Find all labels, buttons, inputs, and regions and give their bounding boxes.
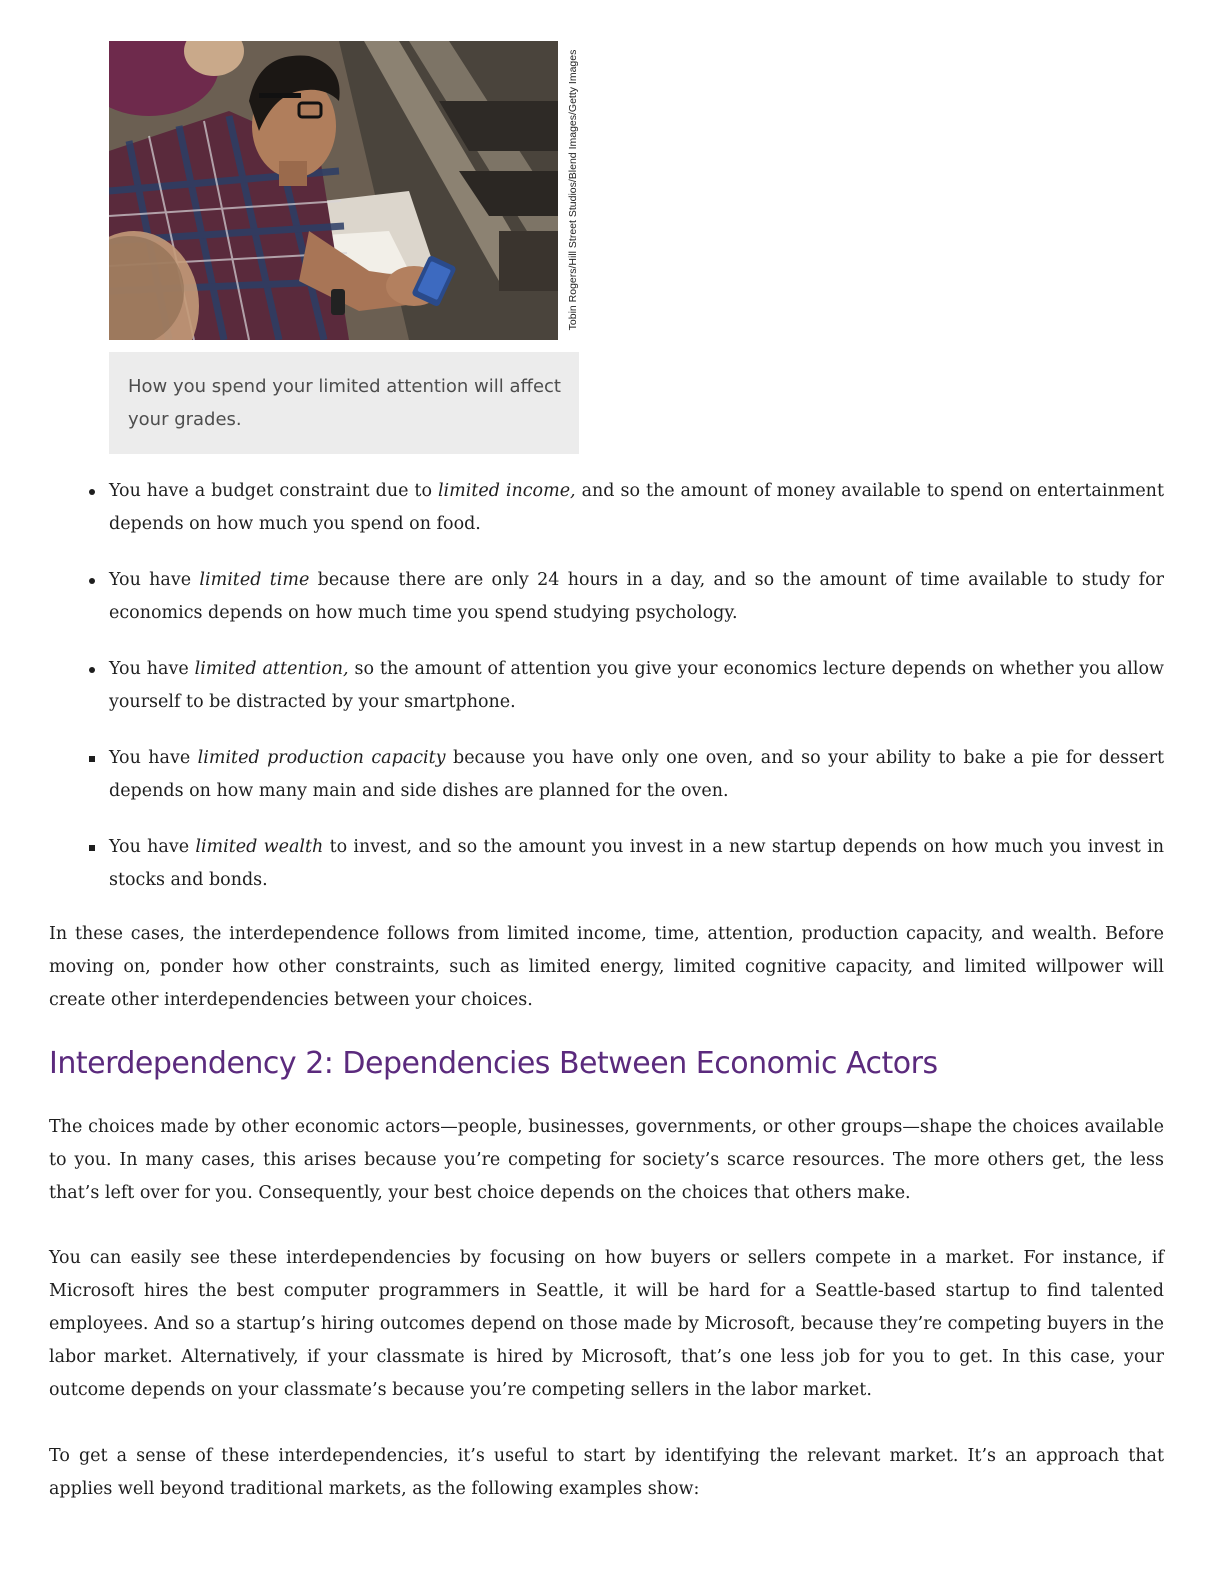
list-item: You have a budget constraint due to limited income, and so the amount of money available to spend on entertainment depends on how much you spend on food. bbox=[109, 475, 1164, 541]
list-item: You have limited wealth to invest, and so the amount you invest in a new startup depends on how much you invest in stocks and bonds. bbox=[109, 831, 1164, 897]
list-item: You have limited attention, so the amount of attention you give your economics lecture depends on whether you allow yourself to be distracted by your smartphone. bbox=[109, 653, 1164, 719]
body-paragraph: The choices made by other economic actors—people, businesses, governments, or other groups—shape the choices available to you. In many cases, this arises because you’re competing for society’s scarce resources. The more others get, the less that’s left over for you. Consequently, your best choice depends on the choices that others make. bbox=[49, 1117, 1164, 1203]
list-item: You have limited time because there are only 24 hours in a day, and so the amount of time available to study for economics depends on how much time you spend studying psychology. bbox=[109, 564, 1164, 630]
student-smartphone-photo bbox=[109, 41, 558, 340]
constraint-list bbox=[109, 475, 1164, 920]
summary-paragraph: In these cases, the interdependence follows from limited income, time, attention, production capacity, and wealth. Before moving on, ponder how other constraints, such as limited energy, limited cognitive capacity, and limited willpower will create other interdependencies between your choices. bbox=[49, 924, 1164, 1010]
section-heading: Interdependency 2: Dependencies Between Economic Actors bbox=[49, 1046, 938, 1081]
body-paragraph: You can easily see these interdependencies by focusing on how buyers or sellers compete in a market. For instance, if Microsoft hires the best computer programmers in Seattle, it will be hard for a Seattle-based startup to find talented employees. And so a startup’s hiring outcomes depend on those made by Microsoft, because they’re competing buyers in the labor market. Alternatively, if your classmate is hired by Microsoft, that’s one less job for you to get. In this case, your outcome depends on your classmate’s because you’re competing sellers in the labor market. bbox=[49, 1248, 1164, 1400]
photo-credit: Tobin Rogers/Hill Street Studios/Blend Images/Getty Images bbox=[567, 49, 579, 331]
body-paragraph: To get a sense of these interdependencies, it’s useful to start by identifying the relevant market. It’s an approach that applies well beyond traditional markets, as the following examples show: bbox=[49, 1446, 1164, 1499]
figure-caption: How you spend your limited attention will affect your grades. bbox=[109, 352, 579, 454]
list-item: You have limited production capacity because you have only one oven, and so your ability to bake a pie for dessert depends on how many main and side dishes are planned for the oven. bbox=[109, 742, 1164, 808]
